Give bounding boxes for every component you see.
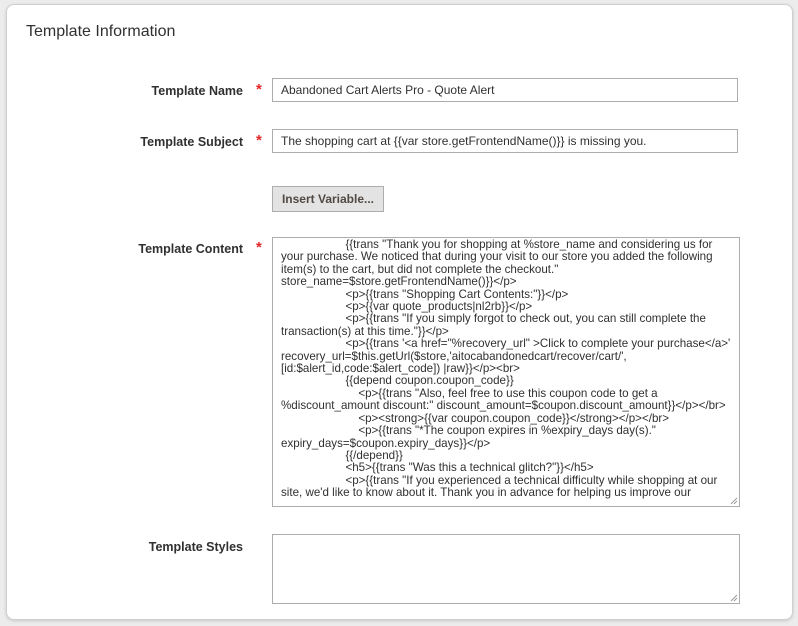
template-name-label: Template Name [151,84,243,98]
template-subject-input[interactable] [272,129,738,153]
required-marker: * [256,81,262,98]
resize-handle-icon[interactable] [729,593,738,602]
required-marker: * [256,132,262,149]
template-styles-textarea[interactable] [272,534,740,604]
template-subject-label: Template Subject [140,135,243,149]
template-styles-label: Template Styles [148,540,243,554]
resize-handle-icon[interactable] [729,496,738,505]
section-title: Template Information [26,23,176,40]
template-content-label: Template Content [138,242,243,256]
template-name-input[interactable] [272,78,738,102]
template-information-panel [6,4,793,620]
required-marker: * [256,239,262,256]
template-content-textarea[interactable] [272,237,740,507]
insert-variable-button[interactable]: Insert Variable... [272,186,384,212]
template-content-text[interactable]: {{trans "Thank you for shopping at %store_name and considering us for your purchase. We noticed that during your visit to our store you added the following item(s) to the cart, but did not complete the checkout." store_name=$store.getFrontendName()}}</p> <p>{{trans "Shopping Cart Contents:"}}</p> <p>{{var quote_products|nl2rb}}</p> <p>{{trans "If you simply forgot to check out, you can still complete the transaction(s) at this time."}}</p> <p>{{trans '<a href="%recovery_url" >Click to complete your purchase</a>' recovery_url=$this.getUrl($store,'aitocabandonedcart/recover/cart/',[id:$alert_id,code:$alert_code]) |raw}}</p><br> {{depend coupon.coupon_code}} <p>{{trans "Also, feel free to use this coupon code to get a %discount_amount discount:" discount_amount=$coupon.discount_amount}}</p></br> <p><strong>{{var coupon.coupon_code}}</strong></p></br> <p>{{trans "*The coupon expires in %expiry_days day(s)." expiry_days=$coupon.expiry_days}}</p> {{/depend}} <h5>{{trans "Was this a technical glitch?"}}</h5> <p>{{trans "If you experienced a technical difficulty while shopping at our site, we'd like to know about it. Thank you in advance for helping us improve our [281,238,731,500]
template-styles-text[interactable] [273,535,739,536]
